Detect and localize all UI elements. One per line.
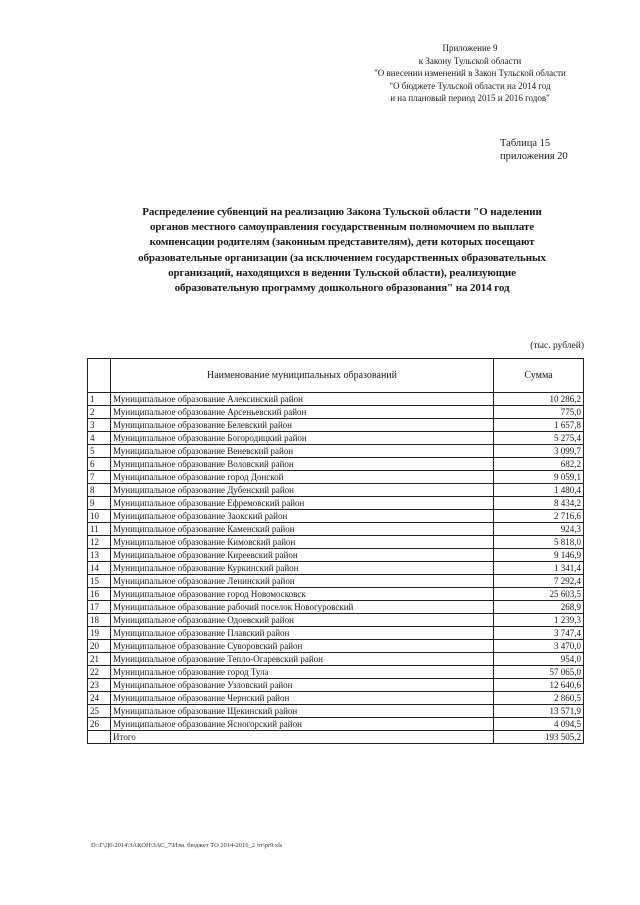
- table-row: [88, 562, 584, 575]
- row-name: Муниципальное образование Киреевский район: [111, 549, 494, 562]
- total-sum: 193 505,2: [494, 731, 584, 744]
- row-num: 11: [88, 523, 111, 536]
- row-sum: 2 860,5: [494, 692, 584, 705]
- row-name: Муниципальное образование Веневский район: [111, 445, 494, 458]
- row-num: 22: [88, 666, 111, 679]
- table-row: [88, 497, 584, 510]
- appendix-line: Приложение 9: [442, 43, 498, 53]
- table-row: [88, 406, 584, 419]
- row-sum: 13 571,9: [494, 705, 584, 718]
- header-name: Наименование муниципальных образований: [111, 359, 494, 393]
- table-row: [88, 536, 584, 549]
- row-num: 20: [88, 640, 111, 653]
- row-sum: 682,2: [494, 458, 584, 471]
- appendix-header: [350, 42, 590, 105]
- row-num: 16: [88, 588, 111, 601]
- row-name: Муниципальное образование Ефремовский район: [111, 497, 494, 510]
- table-row: [88, 445, 584, 458]
- row-sum: 775,0: [494, 406, 584, 419]
- row-num: 9: [88, 497, 111, 510]
- table-row: [88, 653, 584, 666]
- row-sum: 8 434,2: [494, 497, 584, 510]
- table-row: [88, 718, 584, 731]
- table-row: [88, 419, 584, 432]
- row-name: Муниципальное образование город Донской: [111, 471, 494, 484]
- title-line: образовательные организации (за исключением государственных образовательных: [138, 251, 546, 264]
- row-name: Муниципальное образование Одоевский район: [111, 614, 494, 627]
- row-sum: 924,3: [494, 523, 584, 536]
- row-name: Муниципальное образование Суворовский район: [111, 640, 494, 653]
- row-num: 5: [88, 445, 111, 458]
- document-title: [92, 205, 592, 296]
- table-row: [88, 588, 584, 601]
- title-line: органов местного самоуправления государственным полномочием по выплате: [149, 221, 534, 234]
- row-name: Муниципальное образование Дубенский район: [111, 484, 494, 497]
- row-name: Муниципальное образование Кимовский район: [111, 536, 494, 549]
- row-sum: 954,0: [494, 653, 584, 666]
- row-name: Муниципальное образование Алексинский район: [111, 393, 494, 406]
- row-num: 13: [88, 549, 111, 562]
- row-name: Муниципальное образование Чернский район: [111, 692, 494, 705]
- row-num: 15: [88, 575, 111, 588]
- table-total-row: [88, 731, 584, 744]
- table-row: [88, 601, 584, 614]
- row-name: Муниципальное образование Плавский район: [111, 627, 494, 640]
- row-name: Муниципальное образование Узловский район: [111, 679, 494, 692]
- row-sum: 57 065,0: [494, 666, 584, 679]
- total-label: Итого: [111, 731, 494, 744]
- table-reference-line1: Таблица 15: [500, 138, 551, 149]
- table-row: [88, 705, 584, 718]
- header-sum: Сумма: [494, 359, 584, 393]
- row-sum: 3 099,7: [494, 445, 584, 458]
- appendix-line: "О внесении изменений в Закон Тульской области: [374, 68, 566, 78]
- table-row: [88, 627, 584, 640]
- row-name: Муниципальное образование Ленинский район: [111, 575, 494, 588]
- title-line: компенсации родителям (законным представителям), дети которых посещают: [149, 236, 535, 249]
- row-num: 8: [88, 484, 111, 497]
- row-num: 12: [88, 536, 111, 549]
- row-sum: 7 292,4: [494, 575, 584, 588]
- row-sum: 25 603,5: [494, 588, 584, 601]
- row-name: Муниципальное образование Щекинский район: [111, 705, 494, 718]
- row-sum: 5 275,4: [494, 432, 584, 445]
- row-sum: 3 747,4: [494, 627, 584, 640]
- table-row: [88, 432, 584, 445]
- row-sum: 12 640,6: [494, 679, 584, 692]
- row-name: Муниципальное образование Белевский район: [111, 419, 494, 432]
- row-name: Муниципальное образование Заокский район: [111, 510, 494, 523]
- row-name: Муниципальное образование город Тула: [111, 666, 494, 679]
- row-name: Муниципальное образование Куркинский район: [111, 562, 494, 575]
- row-num: 18: [88, 614, 111, 627]
- table-row: [88, 471, 584, 484]
- table-row: [88, 510, 584, 523]
- row-sum: 9 059,1: [494, 471, 584, 484]
- units-label: (тыс. рублей): [530, 341, 584, 351]
- title-line: образовательную программу дошкольного образования" на 2014 год: [174, 282, 510, 295]
- row-name: Муниципальное образование Богородицкий район: [111, 432, 494, 445]
- appendix-line: "О бюджете Тульской области на 2014 год: [389, 80, 551, 91]
- row-name: Муниципальное образование рабочий поселок Новогуровский: [111, 601, 494, 614]
- row-name: Муниципальное образование Ясногорский район: [111, 718, 494, 731]
- file-path-footer: D:\Г\Д6\2014\ЗАКОН\ЗАС_7\Изм. бюджет ТО 2014-2016_2 чт\pr9.xls: [91, 842, 283, 849]
- title-line: организаций, находящихся в ведении Тульской области), реализующие: [168, 266, 516, 279]
- row-num: 17: [88, 601, 111, 614]
- row-num: 21: [88, 653, 111, 666]
- table-row: [88, 666, 584, 679]
- row-num: 2: [88, 406, 111, 419]
- table-header-row: [88, 359, 584, 393]
- table-row: [88, 484, 584, 497]
- row-num: 19: [88, 627, 111, 640]
- table-row: [88, 458, 584, 471]
- row-num: 3: [88, 419, 111, 432]
- appendix-line: к Закону Тульской области: [418, 55, 522, 66]
- row-name: Муниципальное образование Арсеньевский район: [111, 406, 494, 419]
- title-line: Распределение субвенций на реализацию Закона Тульской области "О наделении: [142, 206, 542, 218]
- row-name: Муниципальное образование город Новомосковск: [111, 588, 494, 601]
- row-sum: 268,9: [494, 601, 584, 614]
- row-num: 10: [88, 510, 111, 523]
- row-num: 6: [88, 458, 111, 471]
- row-sum: 9 146,9: [494, 549, 584, 562]
- row-sum: 5 818,0: [494, 536, 584, 549]
- row-num: 14: [88, 562, 111, 575]
- table-row: [88, 575, 584, 588]
- row-sum: 1 341,4: [494, 562, 584, 575]
- table-row: [88, 640, 584, 653]
- row-num: 23: [88, 679, 111, 692]
- row-num: 1: [88, 393, 111, 406]
- appendix-line: и на плановый период 2015 и 2016 годов": [390, 93, 550, 103]
- table-row: [88, 692, 584, 705]
- row-num: 24: [88, 692, 111, 705]
- row-sum: 10 286,2: [494, 393, 584, 406]
- row-sum: 2 716,6: [494, 510, 584, 523]
- row-num: 25: [88, 705, 111, 718]
- row-sum: 4 094,5: [494, 718, 584, 731]
- table-row: [88, 679, 584, 692]
- table-row: [88, 614, 584, 627]
- row-name: Муниципальное образование Тепло-Огаревский район: [111, 653, 494, 666]
- row-sum: 1 657,8: [494, 419, 584, 432]
- table-reference: [500, 137, 568, 163]
- table-row: [88, 523, 584, 536]
- header-num: [88, 359, 111, 393]
- table-row: [88, 393, 584, 406]
- row-num: 4: [88, 432, 111, 445]
- row-sum: 3 470,0: [494, 640, 584, 653]
- table-reference-line2: приложения 20: [500, 151, 568, 162]
- row-sum: 1 480,4: [494, 484, 584, 497]
- row-name: Муниципальное образование Воловский район: [111, 458, 494, 471]
- table-row: [88, 549, 584, 562]
- row-num: 7: [88, 471, 111, 484]
- subsidy-table: [87, 358, 584, 744]
- row-name: Муниципальное образование Каменский район: [111, 523, 494, 536]
- row-num: 26: [88, 718, 111, 731]
- total-num: [88, 731, 111, 744]
- row-sum: 1 239,3: [494, 614, 584, 627]
